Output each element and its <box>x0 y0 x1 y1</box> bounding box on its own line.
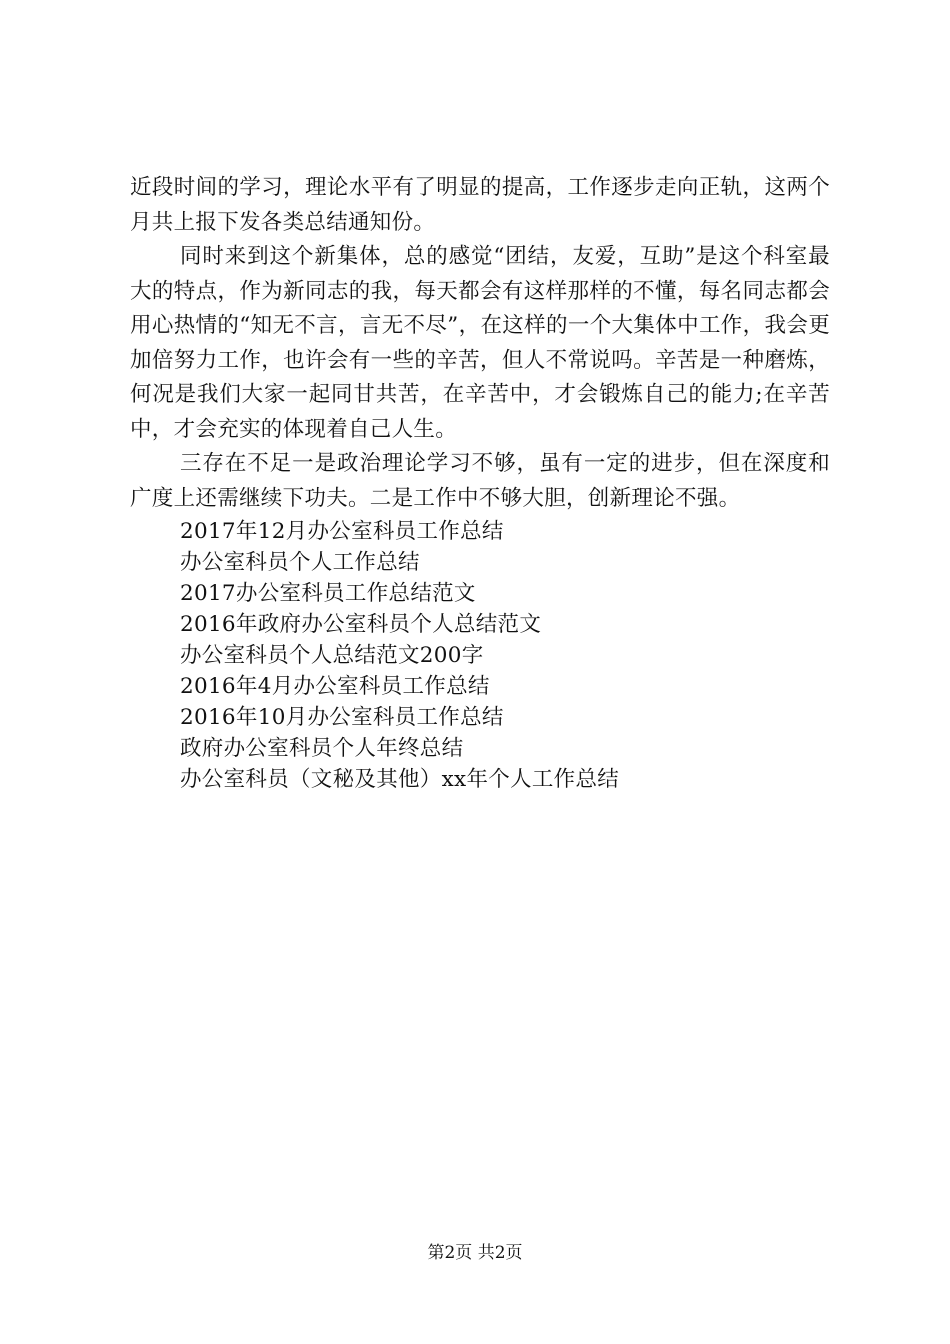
page-number-footer: 第2页 共2页 <box>427 1243 523 1263</box>
related-article-item[interactable]: 2016年10月办公室科员工作总结 <box>180 705 504 730</box>
related-article-item[interactable]: 2016年4月办公室科员工作总结 <box>180 674 490 699</box>
related-article-item[interactable]: 办公室科员个人工作总结 <box>180 550 420 575</box>
related-article-item[interactable]: 2016年政府办公室科员个人总结范文 <box>180 612 542 637</box>
related-articles-list <box>130 516 830 795</box>
related-article-item[interactable]: 2017年12月办公室科员工作总结 <box>180 519 504 544</box>
document-body <box>130 171 830 795</box>
paragraph-2: 同时来到这个新集体，总的感觉“团结，友爱，互助”是这个科室最大的特点，作为新同志的我，每天都会有这样那样的不懂，每名同志都会用心热情的“知无不言，言无不尽”，在这样的一个大集体中工作，我会更加倍努力工作，也许会有一些的辛苦，但人不常说吗。辛苦是一种磨炼，何况是我们大家一起同甘共苦，在辛苦中，才会锻炼自己的能力;在辛苦中，才会充实的体现着自己人生。 <box>130 244 830 442</box>
related-article-item[interactable]: 办公室科员个人总结范文200字 <box>180 643 484 668</box>
paragraph-3: 三存在不足一是政治理论学习不够，虽有一定的进步，但在深度和广度上还需继续下功夫。二是工作中不够大胆，创新理论不强。 <box>130 451 830 511</box>
related-article-item[interactable]: 政府办公室科员个人年终总结 <box>180 736 464 761</box>
related-article-item[interactable]: 2017办公室科员工作总结范文 <box>180 581 476 606</box>
paragraph-1: 近段时间的学习，理论水平有了明显的提高，工作逐步走向正轨，这两个月共上报下发各类总结通知份。 <box>130 175 830 235</box>
related-article-item[interactable]: 办公室科员（文秘及其他）xx年个人工作总结 <box>180 767 620 792</box>
